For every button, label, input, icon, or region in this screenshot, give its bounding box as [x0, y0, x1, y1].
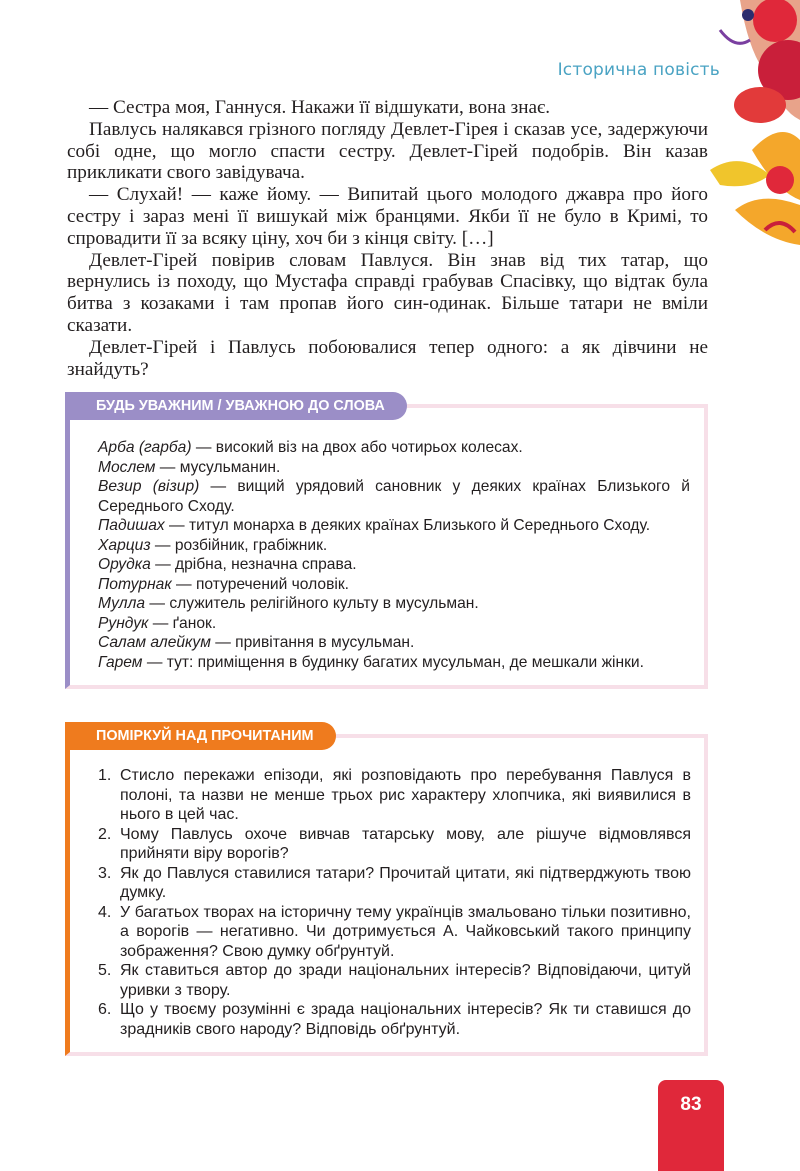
- questions-title: ПОМІРКУЙ НАД ПРОЧИТАНИМ: [65, 722, 336, 750]
- question-text: Як ставиться автор до зради національних інтересів? Відповідаючи, цитуй уривки з твору.: [120, 962, 691, 999]
- vocabulary-term: Харциз: [98, 536, 151, 554]
- vocabulary-term: Мослем: [98, 458, 156, 476]
- question-number: 5.: [98, 962, 112, 979]
- vocabulary-list: [98, 438, 690, 672]
- question-item: [98, 903, 691, 962]
- question-number: 1.: [98, 767, 112, 784]
- story-paragraph: — Сестра моя, Ганнуся. Накажи її відшукати, вона знає.: [89, 97, 551, 118]
- vocabulary-term: Арба (гарба): [98, 439, 192, 456]
- vocabulary-term: Салам алейкум: [98, 634, 211, 651]
- vocabulary-entry: [98, 594, 690, 614]
- vocabulary-definition: — тут: приміщення в будинку багатих мусульман, де мешкали жінки.: [142, 653, 644, 671]
- question-text: Чому Павлусь охоче вивчав татарську мову, але рішуче відмовлявся прийняти віру ворогів?: [120, 825, 691, 862]
- question-item: [98, 961, 691, 1000]
- vocabulary-term: Везир (візир): [98, 478, 200, 495]
- vocabulary-term: Орудка: [98, 556, 151, 573]
- vocabulary-definition: — потуречений чоловік.: [171, 575, 349, 593]
- story-text: [67, 97, 708, 380]
- questions-list: [98, 766, 691, 1039]
- question-text: У багатьох творах на історичну тему українців змальовано тільки позитивно, а ворогів — негативно. Чи дотримується А. Чайковський такого принципу зображення? Свою думку обґрунтуй.: [120, 903, 691, 960]
- vocabulary-entry: [98, 575, 690, 595]
- question-number: 6.: [98, 1001, 112, 1018]
- story-paragraph: — Слухай! — каже йому. — Випитай цього молодого джавра про його сестру і зараз мені її вишукай між бранцями. Якби її не було в Кримі, то спровадити її за всяку ціну, хоч би з кінця світу. […]: [67, 184, 708, 249]
- page-number: 83: [658, 1080, 724, 1171]
- vocabulary-term: Гарем: [98, 653, 143, 671]
- question-number: 2.: [98, 825, 112, 843]
- question-text: Стисло перекажи епізоди, які розповідають про перебування Павлуся в полоні, та назви не менше трьох рис характеру хлопчика, які виявилися в нього в цей час.: [120, 767, 691, 823]
- vocabulary-definition: — вищий урядовий сановник у деяких країнах Близького й Середнього Сходу.: [98, 478, 690, 515]
- questions-box: [65, 722, 708, 1056]
- vocabulary-definition: — високий віз на двох або чотирьох колесах.: [191, 439, 523, 456]
- vocabulary-box: [65, 392, 708, 689]
- story-paragraph: Девлет-Гірей і Павлусь побоювалися тепер одного: а як дівчини не знайдуть?: [67, 336, 708, 380]
- vocabulary-entry: [98, 438, 690, 458]
- section-title: Історична повість: [557, 60, 720, 80]
- question-item: [98, 766, 691, 825]
- vocabulary-definition: — мусульманин.: [155, 458, 281, 476]
- vocabulary-entry: [98, 536, 690, 556]
- vocabulary-term: Падишах: [98, 517, 165, 534]
- vocabulary-entry: [98, 516, 690, 536]
- vocabulary-entry: [98, 477, 690, 516]
- vocabulary-definition: — ґанок.: [148, 614, 217, 632]
- vocabulary-entry: [98, 555, 690, 575]
- vocabulary-term: Потурнак: [98, 575, 172, 593]
- question-text: Що у твоєму розумінні є зрада національних інтересів? Як ти ставишся до зрадників свого народу? Відповідь обґрунтуй.: [120, 1001, 691, 1038]
- question-text: Як до Павлуся ставилися татари? Прочитай цитати, які підтверджують твою думку.: [120, 864, 691, 901]
- vocabulary-definition: — титул монарха в деяких країнах Близького й Середнього Сходу.: [164, 517, 651, 534]
- question-item: [98, 864, 691, 903]
- vocabulary-term: Рундук: [98, 614, 149, 632]
- vocabulary-term: Мулла: [98, 595, 146, 612]
- vocabulary-entry: [98, 458, 690, 478]
- vocabulary-entry: [98, 653, 690, 673]
- question-number: 4.: [98, 903, 112, 921]
- vocabulary-title: БУДЬ УВАЖНИМ / УВАЖНОЮ ДО СЛОВА: [65, 392, 407, 420]
- question-number: 3.: [98, 864, 112, 882]
- vocabulary-entry: [98, 614, 690, 634]
- vocabulary-definition: — привітання в мусульман.: [210, 634, 415, 651]
- vocabulary-definition: — дрібна, незначна справа.: [150, 556, 357, 573]
- question-item: [98, 1000, 691, 1039]
- vocabulary-definition: — розбійник, грабіжник.: [150, 536, 328, 554]
- story-paragraph: Девлет-Гірей повірив словам Павлуся. Він знав від тих татар, що вернулись із походу, що Мустафа справді грабував Спасівку, що відтак була битва з козаками і там пропав його син-одинак. Більше татари не вміли сказати.: [67, 249, 708, 336]
- question-item: [98, 825, 691, 864]
- story-paragraph: Павлусь налякався грізного погляду Девлет-Гірея і сказав усе, задержуючи собі одне, що могло спасти сестру. Девлет-Гірей подобрів. Він казав прикликати свого завідувача.: [67, 118, 708, 184]
- vocabulary-definition: — служитель релігійного культу в мусульман.: [145, 595, 479, 612]
- vocabulary-entry: [98, 633, 690, 653]
